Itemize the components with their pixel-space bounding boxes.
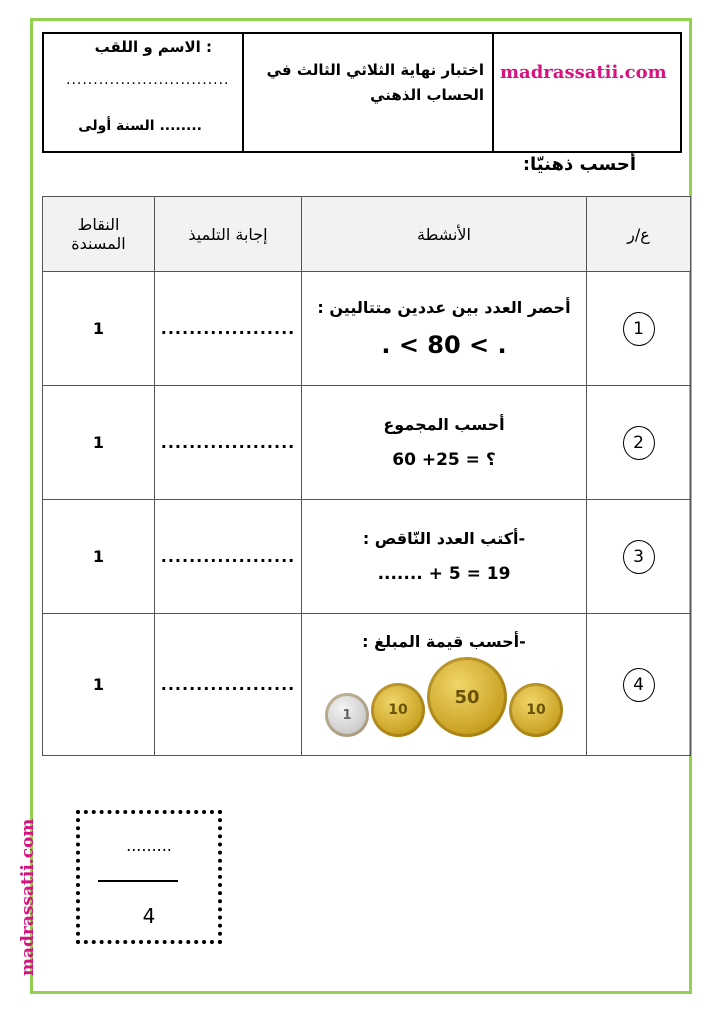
exam-title-line1: اختبار نهاية الثلاثي الثالث في — [266, 61, 484, 79]
score-denominator: 4 — [142, 904, 156, 928]
score-numerator[interactable]: ......... — [126, 836, 172, 855]
points-cell: 1 — [43, 500, 155, 614]
header-points: النقاط المسندة — [43, 197, 155, 272]
activity-expression: ....... + 5 = 19 — [377, 564, 511, 584]
activity-title: -أحسب قيمة المبلغ : — [362, 632, 526, 651]
number-cell — [587, 386, 691, 500]
exam-title-cell — [244, 34, 494, 151]
score-box — [76, 810, 222, 944]
coin-50-icon: 50 — [427, 657, 507, 737]
answer-field[interactable]: ................... — [155, 614, 302, 756]
activity-cell — [302, 614, 587, 756]
coin-1-icon: 1 — [325, 693, 369, 737]
points-cell: 1 — [43, 272, 155, 386]
activities-table — [42, 196, 691, 756]
coins-group — [302, 657, 586, 737]
table-header-row — [43, 197, 691, 272]
table-row — [43, 272, 691, 386]
header-student-answer: إجابة التلميذ — [155, 197, 302, 272]
instruction: أحسب ذهنيّا: — [522, 154, 636, 175]
activity-expression: . < 80 < . — [381, 331, 507, 359]
answer-field[interactable]: ................... — [155, 386, 302, 500]
site-cell — [494, 34, 680, 151]
name-field[interactable]: .............................. — [66, 72, 230, 88]
site-logo: madrassatii.com — [500, 62, 667, 83]
coin-10-icon: 10 — [371, 683, 425, 737]
answer-field[interactable]: ................... — [155, 500, 302, 614]
exam-header — [42, 32, 682, 153]
student-info-cell — [44, 34, 244, 151]
number-cell — [587, 500, 691, 614]
answer-field[interactable]: ................... — [155, 272, 302, 386]
points-cell: 1 — [43, 614, 155, 756]
site-watermark-vertical: madrassatii.com — [18, 818, 38, 976]
fraction-line — [98, 880, 178, 882]
name-label: الاسم و اللقب : — [94, 38, 212, 56]
header-number: ع/ر — [587, 197, 691, 272]
number-cell — [587, 272, 691, 386]
activity-cell — [302, 386, 587, 500]
header-activities: الأنشطة — [302, 197, 587, 272]
table-row — [43, 386, 691, 500]
row-number-circle: 2 — [623, 426, 655, 460]
activity-cell — [302, 272, 587, 386]
exam-title — [252, 58, 484, 108]
activity-title: أحسب المجموع — [383, 415, 505, 434]
exam-title-line2: الحساب الذهني — [370, 86, 484, 104]
table-row — [43, 500, 691, 614]
activity-cell — [302, 500, 587, 614]
activity-title: -أكتب العدد النّاقص : — [362, 529, 526, 548]
points-cell: 1 — [43, 386, 155, 500]
row-number-circle: 1 — [623, 312, 655, 346]
year-label: السنة أولى ........ — [78, 118, 202, 134]
row-number-circle: 4 — [623, 668, 655, 702]
activity-expression: 60 +25 = ؟ — [392, 450, 496, 470]
number-cell — [587, 614, 691, 756]
row-number-circle: 3 — [623, 540, 655, 574]
coin-10-icon: 10 — [509, 683, 563, 737]
table-row — [43, 614, 691, 756]
activity-title: أحصر العدد بين عددين متتاليين : — [317, 298, 571, 317]
